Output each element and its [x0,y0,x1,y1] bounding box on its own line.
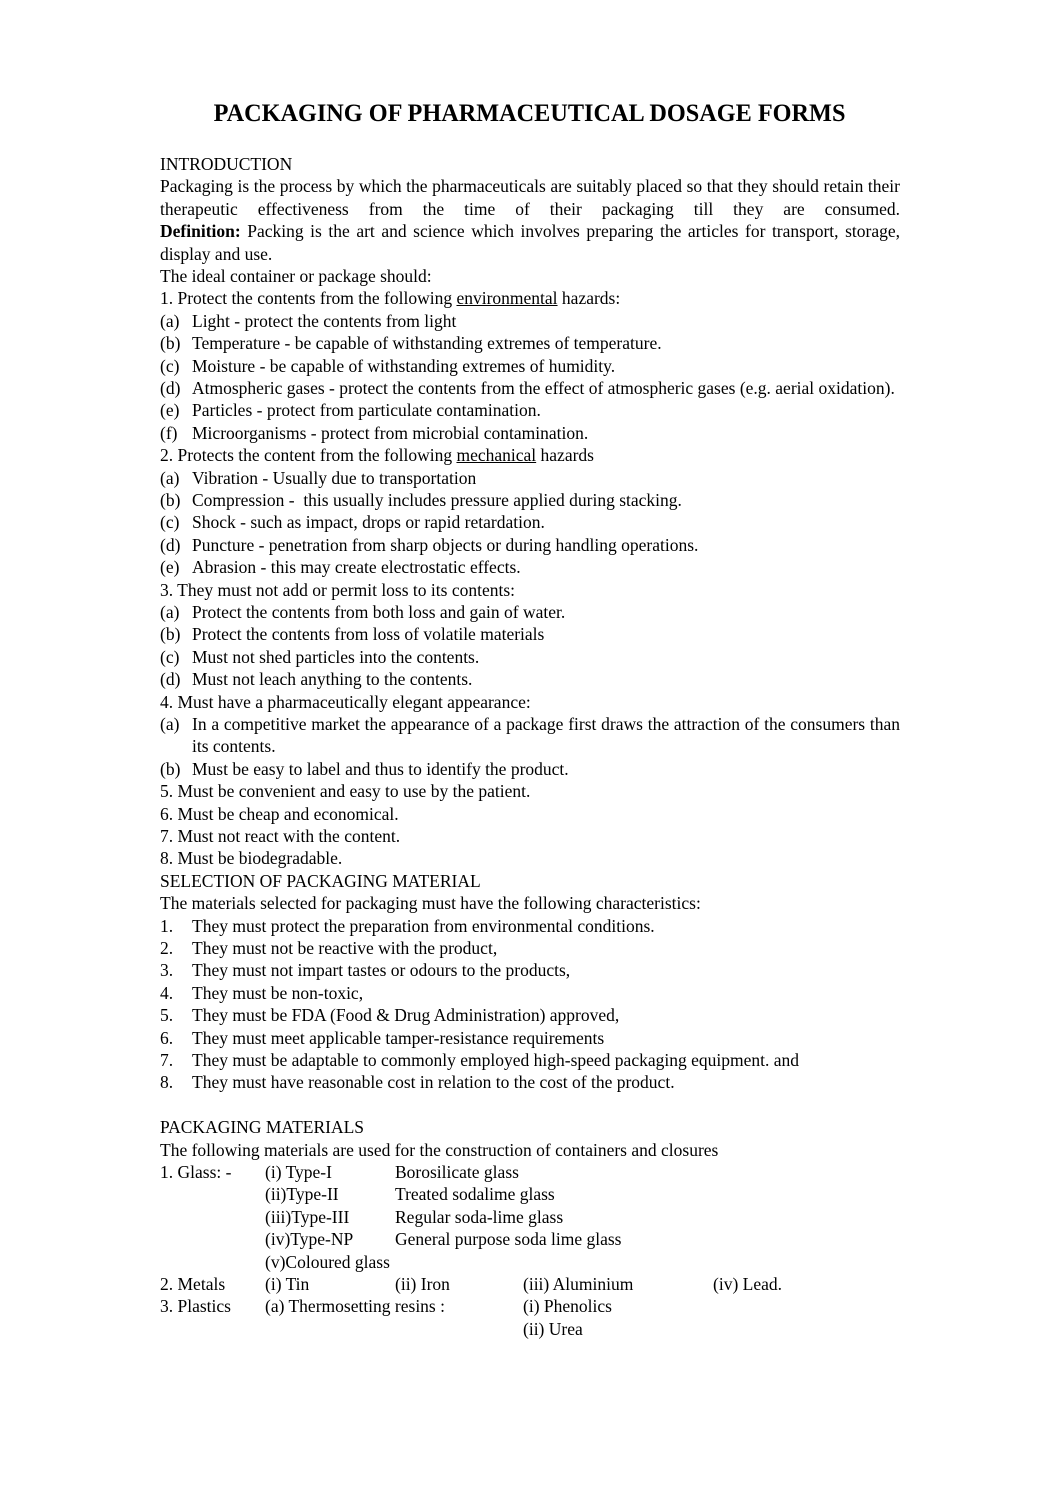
item-label: (d) [160,669,181,690]
list-item [160,1027,900,1049]
empty-cell [160,1251,265,1273]
list-item [160,713,900,758]
item-label: (d) [160,534,181,555]
ideal-point-1-underlined: environmental [456,288,558,309]
glass-row [160,1206,900,1228]
ideal-point-2-post: hazards [536,445,594,466]
item-label: 2. [160,938,174,959]
list-item [160,467,900,489]
ideal-intro: The ideal container or package should: [160,266,432,287]
item-text: Protect the contents from both loss and gain of water. [192,602,566,623]
list-item [160,1004,900,1026]
item-text: Compression - this usually includes pressure applied during stacking. [192,490,682,511]
item-text: Vibration - Usually due to transportation [192,467,477,488]
document-body [160,153,900,1340]
item-text: Must not leach anything to the contents. [192,669,473,690]
ideal-point-8: 8. Must be biodegradable. [160,848,343,869]
plastics-row [160,1295,900,1317]
item-text: Protect the contents from loss of volatile materials [192,624,545,645]
item-text: Atmospheric gases - protect the contents from the effect of atmospheric gases (e.g. aerial oxidation). [192,378,895,399]
definition-paragraph [160,220,900,265]
item-text: Must not shed particles into the contents. [192,646,480,667]
item-text: They must protect the preparation from environmental conditions. [192,915,655,936]
item-label: (a) [160,467,180,488]
list-item [160,668,900,690]
glass-desc: Borosilicate glass [395,1162,519,1183]
list-item [160,758,900,780]
plastics-label: 3. Plastics [160,1296,231,1317]
item-label: (f) [160,422,178,443]
ideal-point-1-post: hazards: [557,288,621,309]
metal-item: (iii) Aluminium [523,1274,634,1295]
ideal-point-2 [160,444,900,466]
item-label: 4. [160,982,174,1003]
item-text: Particles - protect from particulate contamination. [192,400,541,421]
ideal-point-2-underlined: mechanical [456,445,537,466]
glass-row [160,1161,900,1183]
metals-row [160,1273,900,1295]
list-item [160,1071,900,1093]
intro-paragraph: Packaging is the process by which the pharmaceuticals are suitably placed so that they should retain their therapeutic effectiveness from the time of their packaging till they are consumed. [160,176,900,219]
list-item [160,422,900,444]
glass-row [160,1228,900,1250]
item-label: (d) [160,378,181,399]
item-text: In a competitive market the appearance of a package first draws the attraction of the consumers than its contents. [192,714,900,757]
selection-intro: The materials selected for packaging must have the following characteristics: [160,893,701,914]
item-label: (a) [160,602,180,623]
plastics-category: (a) Thermosetting resins : [265,1296,445,1317]
definition-text: Packing is the art and science which involves preparing the articles for transport, storage, display and use. [160,221,900,264]
materials-heading: PACKAGING MATERIALS [160,1117,365,1138]
ideal-point-7: 7. Must not react with the content. [160,826,401,847]
materials-intro: The following materials are used for the construction of containers and closures [160,1139,719,1160]
item-text: Must be easy to label and thus to identify the product. [192,758,569,779]
list-item [160,1049,900,1071]
item-label: (b) [160,624,181,645]
list-item [160,377,900,399]
list-item [160,937,900,959]
document-title: PACKAGING OF PHARMACEUTICAL DOSAGE FORMS [213,100,846,127]
spacer [160,1094,900,1116]
item-text: Microorganisms - protect from microbial contamination. [192,422,589,443]
item-label: 3. [160,960,174,981]
item-label: 1. [160,915,174,936]
definition-label: Definition: [160,221,241,242]
selection-list [160,915,900,1094]
ideal-point-5: 5. Must be convenient and easy to use by the patient. [160,781,531,802]
empty-cell [160,1206,265,1228]
list-item [160,623,900,645]
item-label: (b) [160,758,181,779]
item-text: They must be FDA (Food & Drug Administration) approved, [192,1005,620,1026]
metal-item: (i) Tin [265,1274,310,1295]
item-label: (c) [160,512,180,533]
empty-cell [160,1318,265,1340]
list-item [160,355,900,377]
list-item [160,310,900,332]
list-item [160,332,900,354]
ideal-point-2-pre: 2. Protects the content from the following [160,445,457,466]
ideal-point-6: 6. Must be cheap and economical. [160,803,399,824]
item-text: They must not be reactive with the product, [192,938,498,959]
item-label: (a) [160,714,180,735]
plastic-item: (i) Phenolics [523,1296,612,1317]
ideal-point-4: 4. Must have a pharmaceutically elegant appearance: [160,691,531,712]
item-text: Abrasion - this may create electrostatic effects. [192,557,521,578]
glass-row [160,1251,900,1273]
item-label: 8. [160,1072,174,1093]
item-label: (e) [160,400,180,421]
list-item [160,511,900,533]
list-item [160,982,900,1004]
ideal-point-1 [160,287,900,309]
plastic-item: (ii) Urea [523,1318,583,1339]
item-label: (b) [160,490,181,511]
item-label: (c) [160,646,180,667]
item-label: 5. [160,1005,174,1026]
item-label: 6. [160,1027,174,1048]
list-item [160,959,900,981]
item-text: They must meet applicable tamper-resistance requirements [192,1027,605,1048]
empty-cell [160,1228,265,1250]
plastics-row [160,1318,900,1340]
glass-type: (i) Type-I [265,1162,332,1183]
item-label: (b) [160,333,181,354]
list-item [160,534,900,556]
empty-cell [160,1183,265,1205]
list-item [160,646,900,668]
item-label: (a) [160,310,180,331]
ideal-point-3: 3. They must not add or permit loss to its contents: [160,579,515,600]
item-text: Moisture - be capable of withstanding extremes of humidity. [192,355,616,376]
glass-row [160,1183,900,1205]
list-item [160,399,900,421]
item-label: (e) [160,557,180,578]
item-text: They must not impart tastes or odours to the products, [192,960,571,981]
item-text: They must be non-toxic, [192,982,364,1003]
glass-desc: Treated sodalime glass [395,1184,555,1205]
glass-coloured: (v)Coloured glass [265,1251,390,1272]
item-text: Light - protect the contents from light [192,310,457,331]
item-text: They must be adaptable to commonly employed high-speed packaging equipment. and [192,1050,799,1071]
empty-cell [265,1318,523,1340]
item-text: Temperature - be capable of withstanding extremes of temperature. [192,333,662,354]
glass-desc: Regular soda-lime glass [395,1206,564,1227]
glass-type: (ii)Type-II [265,1184,339,1205]
metal-item: (ii) Iron [395,1274,450,1295]
item-text: Puncture - penetration from sharp objects or during handling operations. [192,534,699,555]
list-item [160,915,900,937]
ideal-point-1-list [160,310,900,444]
ideal-point-3-list [160,601,900,691]
item-label: (c) [160,355,180,376]
intro-heading: INTRODUCTION [160,154,293,174]
list-item [160,601,900,623]
metals-label: 2. Metals [160,1274,226,1295]
list-item [160,556,900,578]
metal-item: (iv) Lead. [713,1274,782,1295]
glass-desc: General purpose soda lime glass [395,1229,622,1250]
ideal-point-4-list [160,713,900,780]
glass-label: 1. Glass: - [160,1162,232,1183]
item-label: 7. [160,1050,174,1071]
ideal-point-1-pre: 1. Protect the contents from the following [160,288,457,309]
ideal-point-2-list [160,467,900,579]
list-item [160,489,900,511]
glass-type: (iv)Type-NP [265,1229,354,1250]
item-text: Shock - such as impact, drops or rapid retardation. [192,512,545,533]
glass-type: (iii)Type-III [265,1206,350,1227]
item-text: They must have reasonable cost in relation to the cost of the product. [192,1072,675,1093]
selection-heading: SELECTION OF PACKAGING MATERIAL [160,870,481,891]
